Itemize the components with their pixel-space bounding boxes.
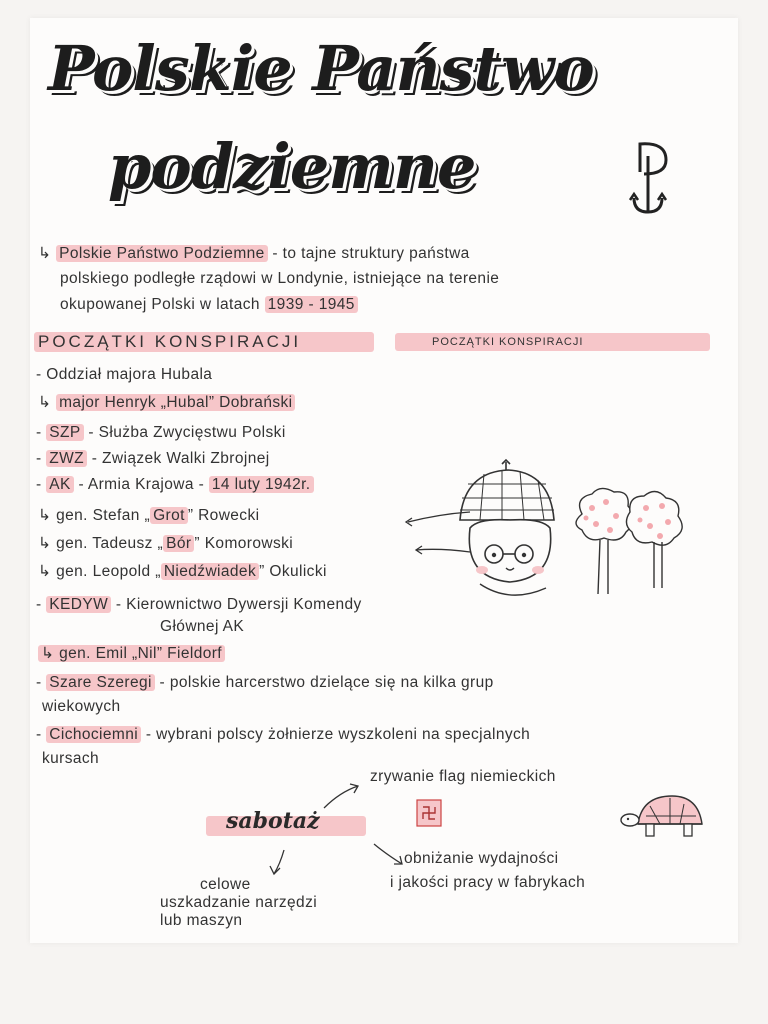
ak-line (36, 476, 314, 494)
szare-term: Szare Szeregi (46, 674, 155, 691)
mindmap-top: zrywanie flag niemieckich (370, 768, 556, 785)
intro-term: Polskie Państwo Podziemne (56, 245, 268, 262)
kedyw-text: - Kierownictwo Dywersji Komendy (111, 596, 362, 613)
cicho-line (36, 726, 530, 744)
cicho-term: Cichociemni (46, 726, 141, 743)
intro-years: 1939 - 1945 (265, 296, 358, 313)
gen-grot-pre: ↳ gen. Stefan „ (38, 507, 151, 524)
mindmap-bottom-line-2: uszkadzanie narzędzi (160, 894, 318, 911)
szare-line-2: wiekowych (42, 698, 121, 715)
mindmap-bottom-line-1: celowe (200, 876, 251, 893)
cicho-dash: - (36, 726, 47, 743)
notebook-page (30, 18, 738, 943)
szp-dash: - (36, 424, 47, 441)
intro-line-1-text: - to tajne struktury państwa (267, 245, 470, 262)
trees-doodle (570, 484, 690, 604)
title-line-1: Polskie Państwo (48, 32, 594, 105)
intro-line-2: polskiego podległe rządowi w Londynie, istniejące na terenie (60, 270, 500, 287)
zwz-line (36, 450, 270, 468)
cicho-text: - wybrani polscy żołnierze wyszkoleni na specjalnych (141, 726, 531, 743)
mindmap-right-line-2: i jakości pracy w fabrykach (390, 874, 586, 891)
gen-niedzwiadek-line (38, 562, 327, 581)
szp-text: - Służba Zwycięstwu Polski (83, 424, 286, 441)
ak-text: - Armia Krajowa - (73, 476, 209, 493)
gen-grot-nick: Grot (150, 507, 188, 524)
gen-bor-post: ” Komorowski (194, 535, 294, 552)
szp-abbr: SZP (46, 424, 83, 441)
kedyw-line (36, 596, 362, 614)
kedyw-abbr: KEDYW (46, 596, 111, 613)
gen-grot-post: ” Rowecki (187, 507, 260, 524)
hubal-name: major Henryk „Hubal” Dobrański (56, 394, 295, 411)
kedyw-dash: - (36, 596, 47, 613)
mindmap-bottom-line-3: lub maszyn (160, 912, 243, 929)
hubal-name-line (38, 393, 295, 412)
gen-bor-line (38, 534, 293, 553)
szp-line (36, 424, 286, 442)
szare-line (36, 674, 494, 692)
zwz-abbr: ZWZ (46, 450, 87, 467)
arrow-icon: ↳ (38, 394, 52, 411)
zwz-text: - Związek Walki Zbrojnej (87, 450, 270, 467)
nil-line (38, 644, 225, 663)
hubal-line: - Oddział majora Hubala (36, 366, 213, 383)
ak-dash: - (36, 476, 47, 493)
kotwica-anchor-icon (626, 138, 686, 218)
flag-doodle (415, 798, 445, 830)
intro-line-1 (38, 244, 470, 263)
mindmap-arrows (230, 778, 470, 888)
szare-dash: - (36, 674, 47, 691)
gen-grot-line (38, 506, 259, 525)
section-heading-small: POCZĄTKI KONSPIRACJI (432, 336, 584, 348)
gen-niedzwiadek-post: ” Okulicki (259, 563, 327, 580)
gen-niedzwiadek-pre: ↳ gen. Leopold „ (38, 563, 161, 580)
cicho-line-2: kursach (42, 750, 100, 767)
mindmap-right-line-1: obniżanie wydajności (404, 850, 559, 867)
arrow-icon: ↳ (38, 245, 52, 262)
gen-bor-pre: ↳ gen. Tadeusz „ (38, 535, 164, 552)
gen-bor-nick: Bór (163, 535, 194, 552)
title-line-2: podziemne (108, 130, 476, 203)
ak-date: 14 luty 1942r. (209, 476, 314, 493)
szare-text: - polskie harcerstwo dzielące się na kilka grup (154, 674, 494, 691)
nil-name: ↳ gen. Emil „Nil” Fieldorf (38, 645, 225, 662)
sabotaz-label: sabotaż (226, 808, 320, 834)
kedyw-line-2: Głównej AK (160, 618, 245, 635)
intro-line-3 (60, 296, 358, 314)
gen-niedzwiadek-nick: Niedźwiadek (161, 563, 259, 580)
zwz-dash: - (36, 450, 47, 467)
ak-abbr: AK (46, 476, 73, 493)
turtle-doodle (620, 790, 710, 846)
general-arrows (360, 508, 490, 588)
intro-line-3-text: okupowanej Polski w latach (60, 296, 265, 313)
section-heading: POCZĄTKI KONSPIRACJI (38, 332, 302, 351)
